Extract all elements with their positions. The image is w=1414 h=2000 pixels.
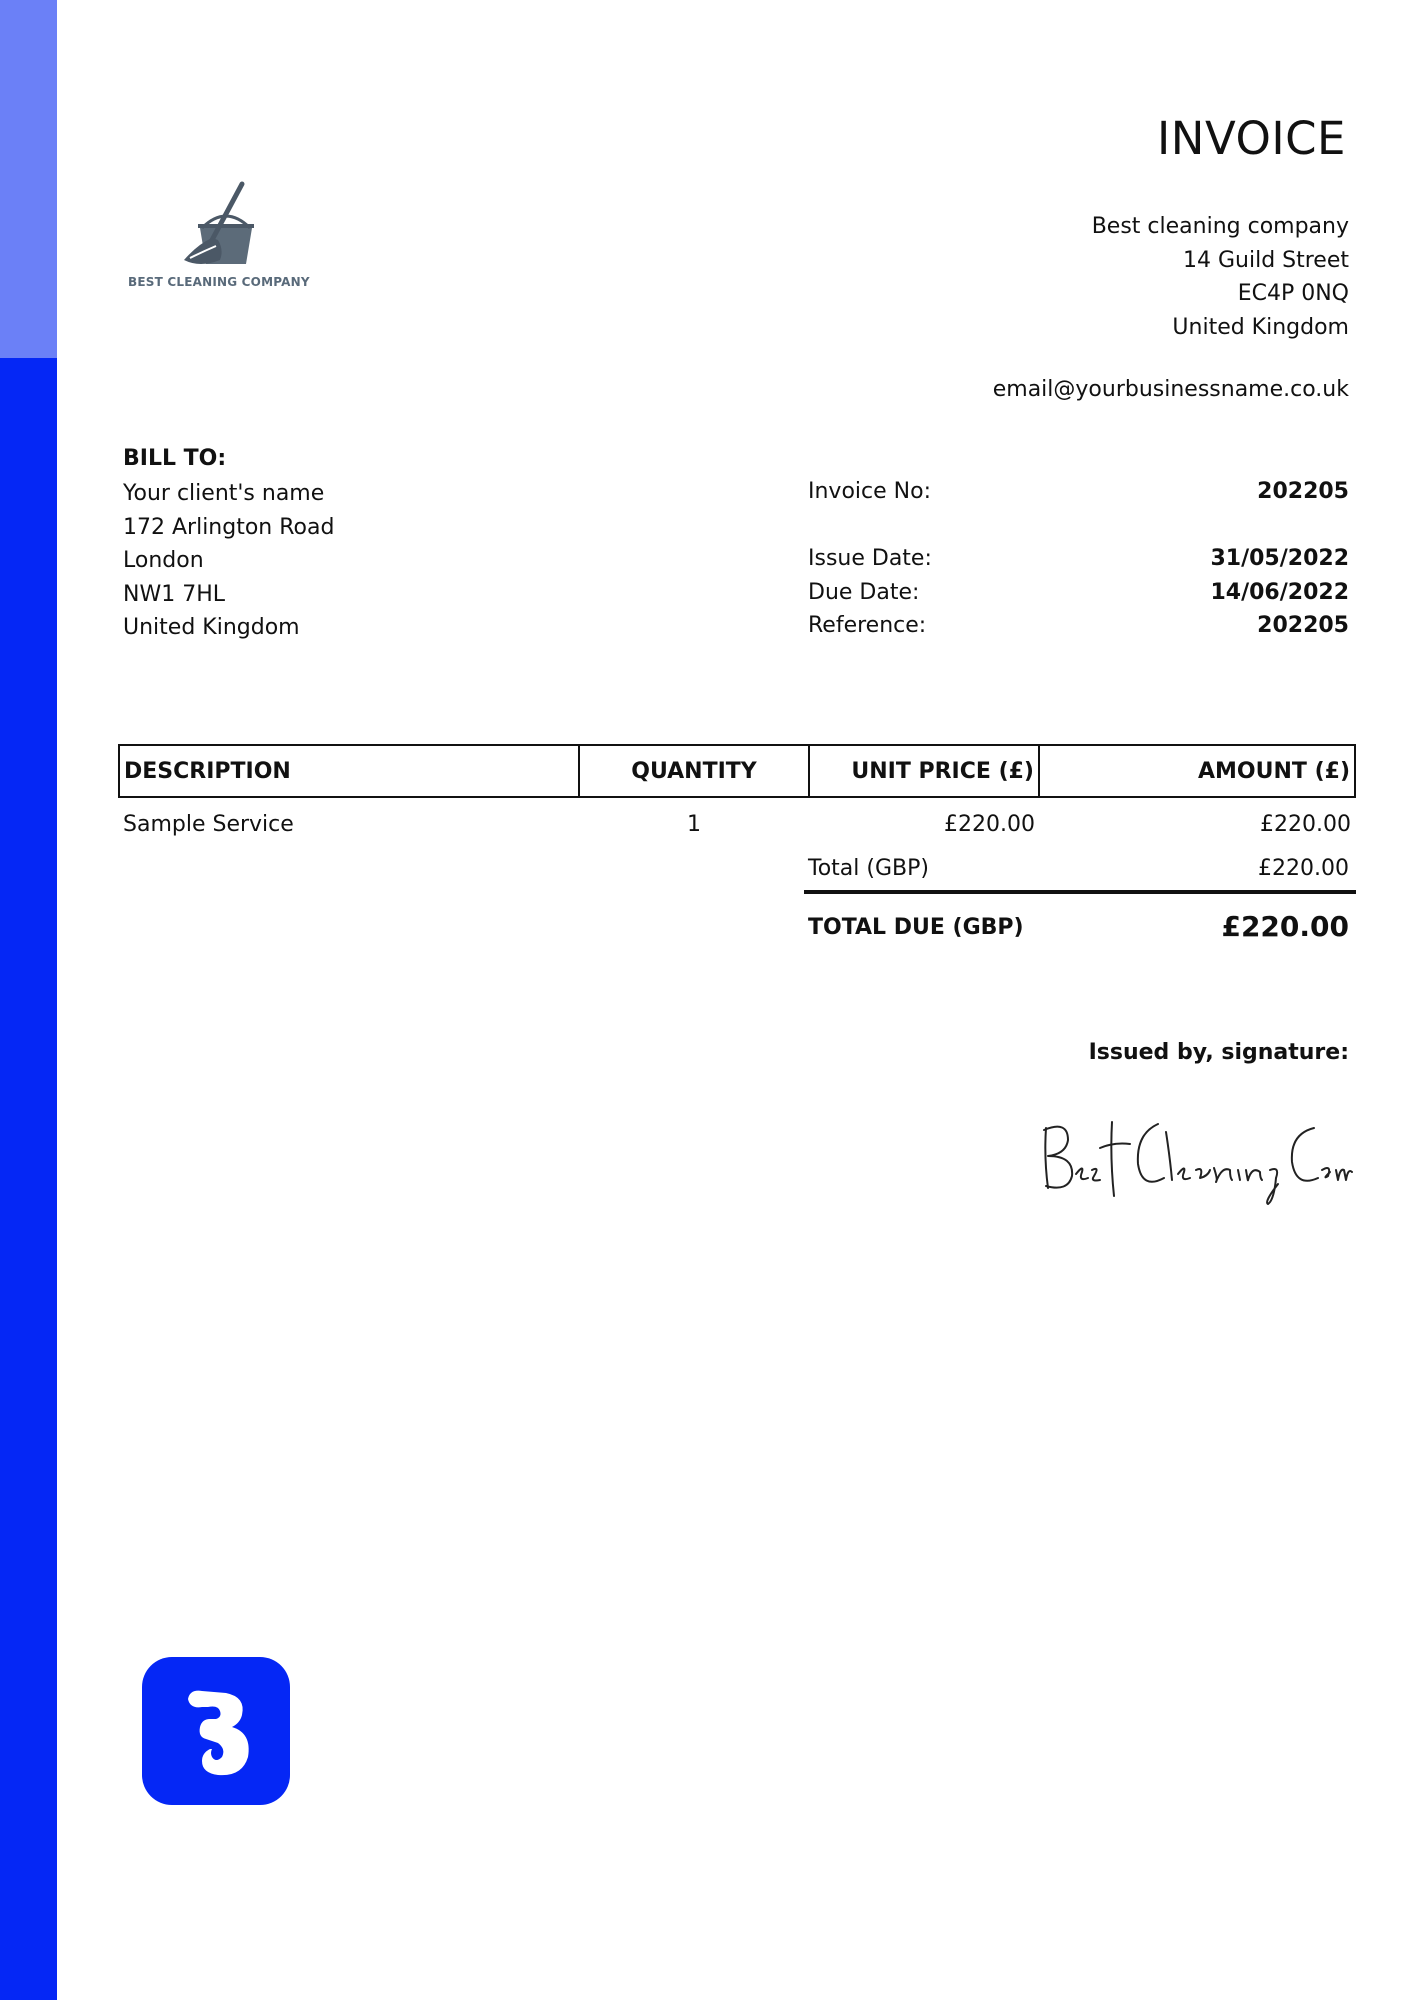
column-header-amount: AMOUNT (£) <box>1039 745 1355 797</box>
reference-label: Reference: <box>808 613 927 638</box>
column-header-unit-price: UNIT PRICE (£) <box>809 745 1039 797</box>
bill-to-line: United Kingdom <box>123 615 300 640</box>
side-stripe-bottom <box>0 358 57 2000</box>
total-label: Total (GBP) <box>808 856 929 881</box>
column-header-description: DESCRIPTION <box>119 745 579 797</box>
logo-text: BEST CLEANING COMPANY <box>128 275 310 289</box>
item-description: Sample Service <box>123 811 294 837</box>
company-logo <box>128 174 308 294</box>
total-divider <box>804 890 1356 894</box>
invoice-title: INVOICE <box>1157 112 1346 165</box>
seller-address <box>1092 210 1349 344</box>
mop-bucket-icon <box>128 174 308 274</box>
handwritten-signature <box>1038 1108 1354 1208</box>
bill-to-heading: BILL TO: <box>123 446 227 471</box>
total-due-value: £220.00 <box>1221 910 1349 943</box>
table-row <box>119 797 1355 850</box>
reference-value: 202205 <box>1257 613 1349 638</box>
bill-to-line: Your client's name <box>123 481 325 506</box>
seller-address-line: EC4P 0NQ <box>1237 281 1349 306</box>
item-quantity: 1 <box>687 811 701 837</box>
total-value: £220.00 <box>1258 856 1349 881</box>
item-amount: £220.00 <box>1260 811 1351 837</box>
bill-to-line: NW1 7HL <box>123 581 225 607</box>
due-date-label: Due Date: <box>808 580 920 605</box>
bill-to-line: London <box>123 548 204 573</box>
item-unit-price: £220.00 <box>944 811 1035 837</box>
items-table <box>118 744 1356 850</box>
total-due-label: TOTAL DUE (GBP) <box>808 915 1024 940</box>
issue-date-value: 31/05/2022 <box>1210 546 1349 571</box>
bill-to-address <box>123 477 334 645</box>
letter-b-app-icon <box>142 1657 290 1805</box>
invoice-no-value: 202205 <box>1257 479 1349 504</box>
invoice-no-label: Invoice No: <box>808 479 931 504</box>
seller-name: Best cleaning company <box>1091 214 1349 239</box>
column-header-quantity: QUANTITY <box>579 745 809 797</box>
bill-to-line: 172 Arlington Road <box>123 514 335 540</box>
issue-date-label: Issue Date: <box>808 546 932 571</box>
seller-address-line: United Kingdom <box>1172 314 1349 340</box>
seller-email: email@yourbusinessname.co.uk <box>992 377 1349 402</box>
signature-label: Issued by, signature: <box>1088 1040 1349 1065</box>
due-date-value: 14/06/2022 <box>1210 580 1349 605</box>
side-stripe-top <box>0 0 57 358</box>
seller-address-line: 14 Guild Street <box>1182 247 1349 273</box>
table-header-row <box>119 745 1355 797</box>
